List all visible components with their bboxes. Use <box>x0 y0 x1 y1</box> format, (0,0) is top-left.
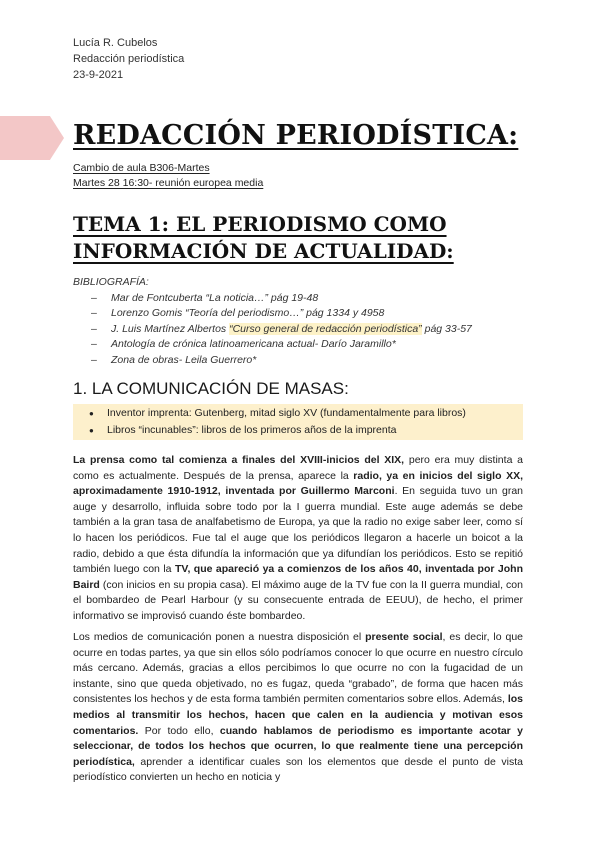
paragraph-run: Los medios de comunicación ponen a nuestra disposición el <box>73 631 366 643</box>
section-heading: 1. LA COMUNICACIÓN DE MASAS: <box>73 379 349 398</box>
bullet-item: ● Libros “incunables”: libros de los primeros años de la imprenta <box>87 422 523 439</box>
document-date: 23-9-2021 <box>73 69 124 81</box>
bibliography-item-pages: pág 33-57 <box>421 322 472 335</box>
paragraph-run: , es decir, lo que ocurre en todas partes, ya que sin ellos sólo podríamos conocer lo que ocurre en nuestro círculo más cercano. Además, gracias a ellos percibimos lo que ocurre no con la fugacidad de un instante, sino que queda objetivado, no es fugaz, queda “grabado”, de forma que hacen más consistentes los hechos y de esta forma también permiten comentarios sobre ellos. Además, <box>73 631 524 706</box>
course-subject: Redacción periodística <box>73 53 185 65</box>
paragraph-run: TV, que apareció ya a comienzos de los años 40, inventada por John Baird <box>73 563 523 591</box>
topic-heading-line-1: TEMA 1: EL PERIODISMO COMO <box>73 212 447 236</box>
bibliography-item: – Antología de crónica latinoamericana actual- Darío Jaramillo* <box>91 337 472 353</box>
paragraph-run: (con inicios en su propia casa). El máximo auge de la TV fue con la II guerra mundial, con el bombardeo de Pearl Harbour (y su consecuente entrada de EEUU), de hecho, el primer informativo se improvisó cuando éste bombardeo. <box>73 578 523 622</box>
body-paragraph-2 <box>73 630 523 786</box>
paragraph-run: presente social <box>365 631 443 643</box>
note-meeting: Martes 28 16:30- reunión europea media <box>73 177 264 189</box>
topic-heading <box>73 211 454 265</box>
highlighted-bullet-list <box>73 404 523 440</box>
paragraph-run: . En seguida tuvo un gran auge y desarrollo, influida sobre todo por la I guerra mundial. Este auge además se debe también a la gran tasa de analfabetismo de Europa, ya que la radio no exige saber leer, como sí lo hacen los periódicos. Fue tal el auge que los periódicos llegaron a hacerle un boicot a la radio, debido a que ésta difundía la información que ya difundían los periódicos. Esto se repitió también luego con la <box>73 485 524 576</box>
title-marker-tab <box>0 116 64 160</box>
paragraph-run: aprender a identificar cuales son los elementos que desde el punto de vista periodístico convierten un hecho en noticia y <box>73 755 523 784</box>
body-paragraph-1 <box>73 453 523 625</box>
bibliography-list <box>73 291 472 369</box>
paragraph-run: los medios al transmitir los hechos, hacen que calen en la audiencia y motivan esos comentarios. <box>73 693 523 737</box>
document-title: REDACCIÓN PERIODÍSTICA: <box>73 120 519 151</box>
class-notes <box>73 161 263 191</box>
paragraph-run: Por todo ello, <box>138 724 220 737</box>
bullet-item: ● Inventor imprenta: Gutenberg, mitad siglo XV (fundamentalmente para libros) <box>87 405 523 422</box>
paragraph-run: cuando hablamos de periodismo es importante acotar y seleccionar, de todos los hechos que ocurren, lo que realmente tiene una percepción periodística, <box>73 724 523 768</box>
bibliography-item: – Mar de Fontcuberta “La noticia…” pág 19-48 <box>91 291 472 307</box>
paragraph-run: pero era muy distinta a como es actualmente. Después de la prensa, aparece la <box>73 454 523 482</box>
document-header <box>73 35 184 83</box>
paragraph-run: radio, ya en inicios del siglo XX, aproximadamente 1910-1912, inventada por Guillermo Marconi <box>73 469 523 498</box>
bibliography-item: – Lorenzo Gomis “Teoría del periodismo…” pág 1334 y 4958 <box>91 306 472 322</box>
bibliography-item <box>91 322 472 338</box>
bibliography-heading: BIBLIOGRAFÍA: <box>73 276 149 288</box>
bibliography-item: – Zona de obras- Leila Guerrero* <box>91 353 472 369</box>
note-room-change: Cambio de aula B306-Martes <box>73 162 210 174</box>
author-name: Lucía R. Cubelos <box>73 37 158 49</box>
topic-heading-line-2: INFORMACIÓN DE ACTUALIDAD: <box>73 239 454 263</box>
bibliography-item-author: J. Luis Martínez Albertos <box>111 322 230 335</box>
paragraph-run: La prensa como tal comienza a finales del XVIII-inicios del XIX, <box>73 454 405 466</box>
highlighted-book-title: “Curso general de redacción periodística” <box>229 322 422 335</box>
bibliography <box>73 275 472 368</box>
